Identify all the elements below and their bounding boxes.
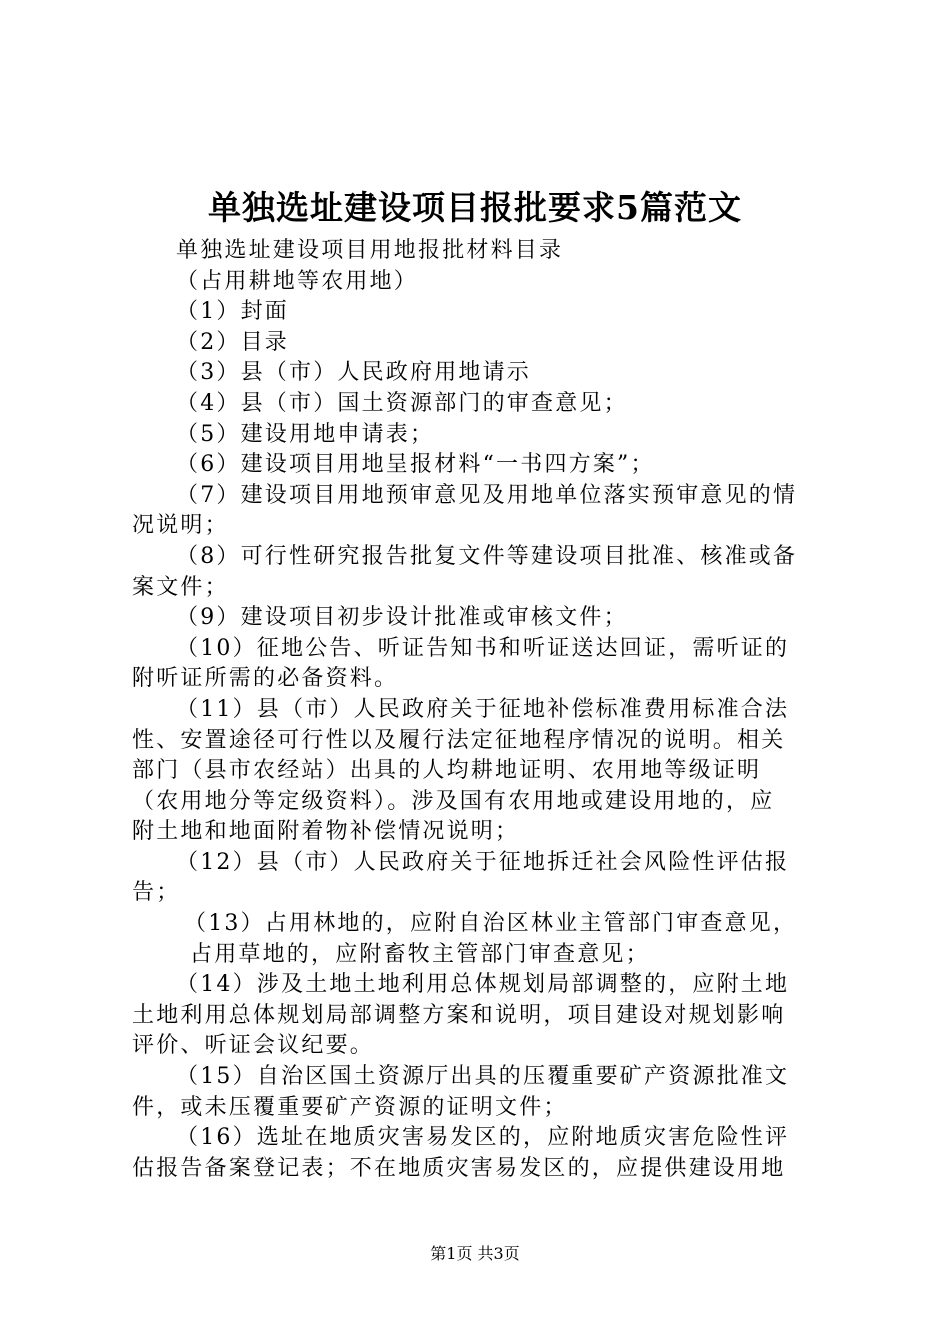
text-line: （6）建设项目用地呈报材料“一书四方案”； [176,452,655,478]
text-line: 性、安置途径可行性以及履行法定征地程序情况的说明。相关 [132,727,786,753]
text-line: （16）选址在地质灾害易发区的，应附地质灾害危险性评 [176,1125,790,1151]
text-line: 估报告备案登记表；不在地质灾害易发区的，应提供建设用地 [132,1155,786,1181]
page-footer: 第1页 共3页 [430,1244,520,1263]
text-line: 单独选址建设项目用地报批材料目录 [176,238,564,263]
text-line: （1）封面 [176,299,289,325]
text-line: （4）县（市）国土资源部门的审查意见； [176,390,628,416]
text-line: （11）县（市）人民政府关于征地补偿标准费用标准合法 [176,696,790,722]
text-line: （9）建设项目初步设计批准或审核文件； [176,605,628,631]
text-line: （农用地分等定级资料）。涉及国有农用地或建设用地的，应 [132,788,775,814]
text-line: （15）自治区国土资源厅出具的压覆重要矿产资源批准文 [176,1064,790,1090]
text-line: 况说明； [132,513,229,539]
text-line: （2）目录 [176,329,289,355]
text-line: （5）建设用地申请表； [176,421,435,447]
text-line: （14）涉及土地土地利用总体规划局部调整的，应附土地 [176,972,790,998]
text-line: （13）占用林地的，应附自治区林业主管部门审查意见， [184,911,798,937]
text-line: （10）征地公告、听证告知书和听证送达回证，需听证的 [176,635,790,661]
text-line: 评价、听证会议纪要。 [132,1033,375,1059]
text-line: 土地利用总体规划局部调整方案和说明，项目建设对规划影响 [132,1002,786,1028]
text-line: 告； [132,880,181,906]
text-line: 案文件； [132,574,229,600]
text-line: 附土地和地面附着物补偿情况说明； [132,819,520,845]
text-line: 占用草地的，应附畜牧主管部门审查意见； [190,941,650,967]
text-line: （12）县（市）人民政府关于征地拆迁社会风险性评估报 [176,849,790,875]
text-line: （7）建设项目用地预审意见及用地单位落实预审意见的情 [176,482,798,508]
text-line: 附听证所需的必备资料。 [132,666,399,692]
text-line: （3）县（市）人民政府用地请示 [176,360,531,386]
text-line: 部门（县市农经站）出具的人均耕地证明、农用地等级证明 [132,758,762,784]
text-line: （占用耕地等农用地） [176,268,419,294]
document-title: 单独选址建设项目报批要求5篇范文 [208,188,742,227]
text-line: 件，或未压覆重要矿产资源的证明文件； [132,1094,568,1120]
text-line: （8）可行性研究报告批复文件等建设项目批准、核准或备 [176,543,798,569]
document-body [132,236,832,1184]
